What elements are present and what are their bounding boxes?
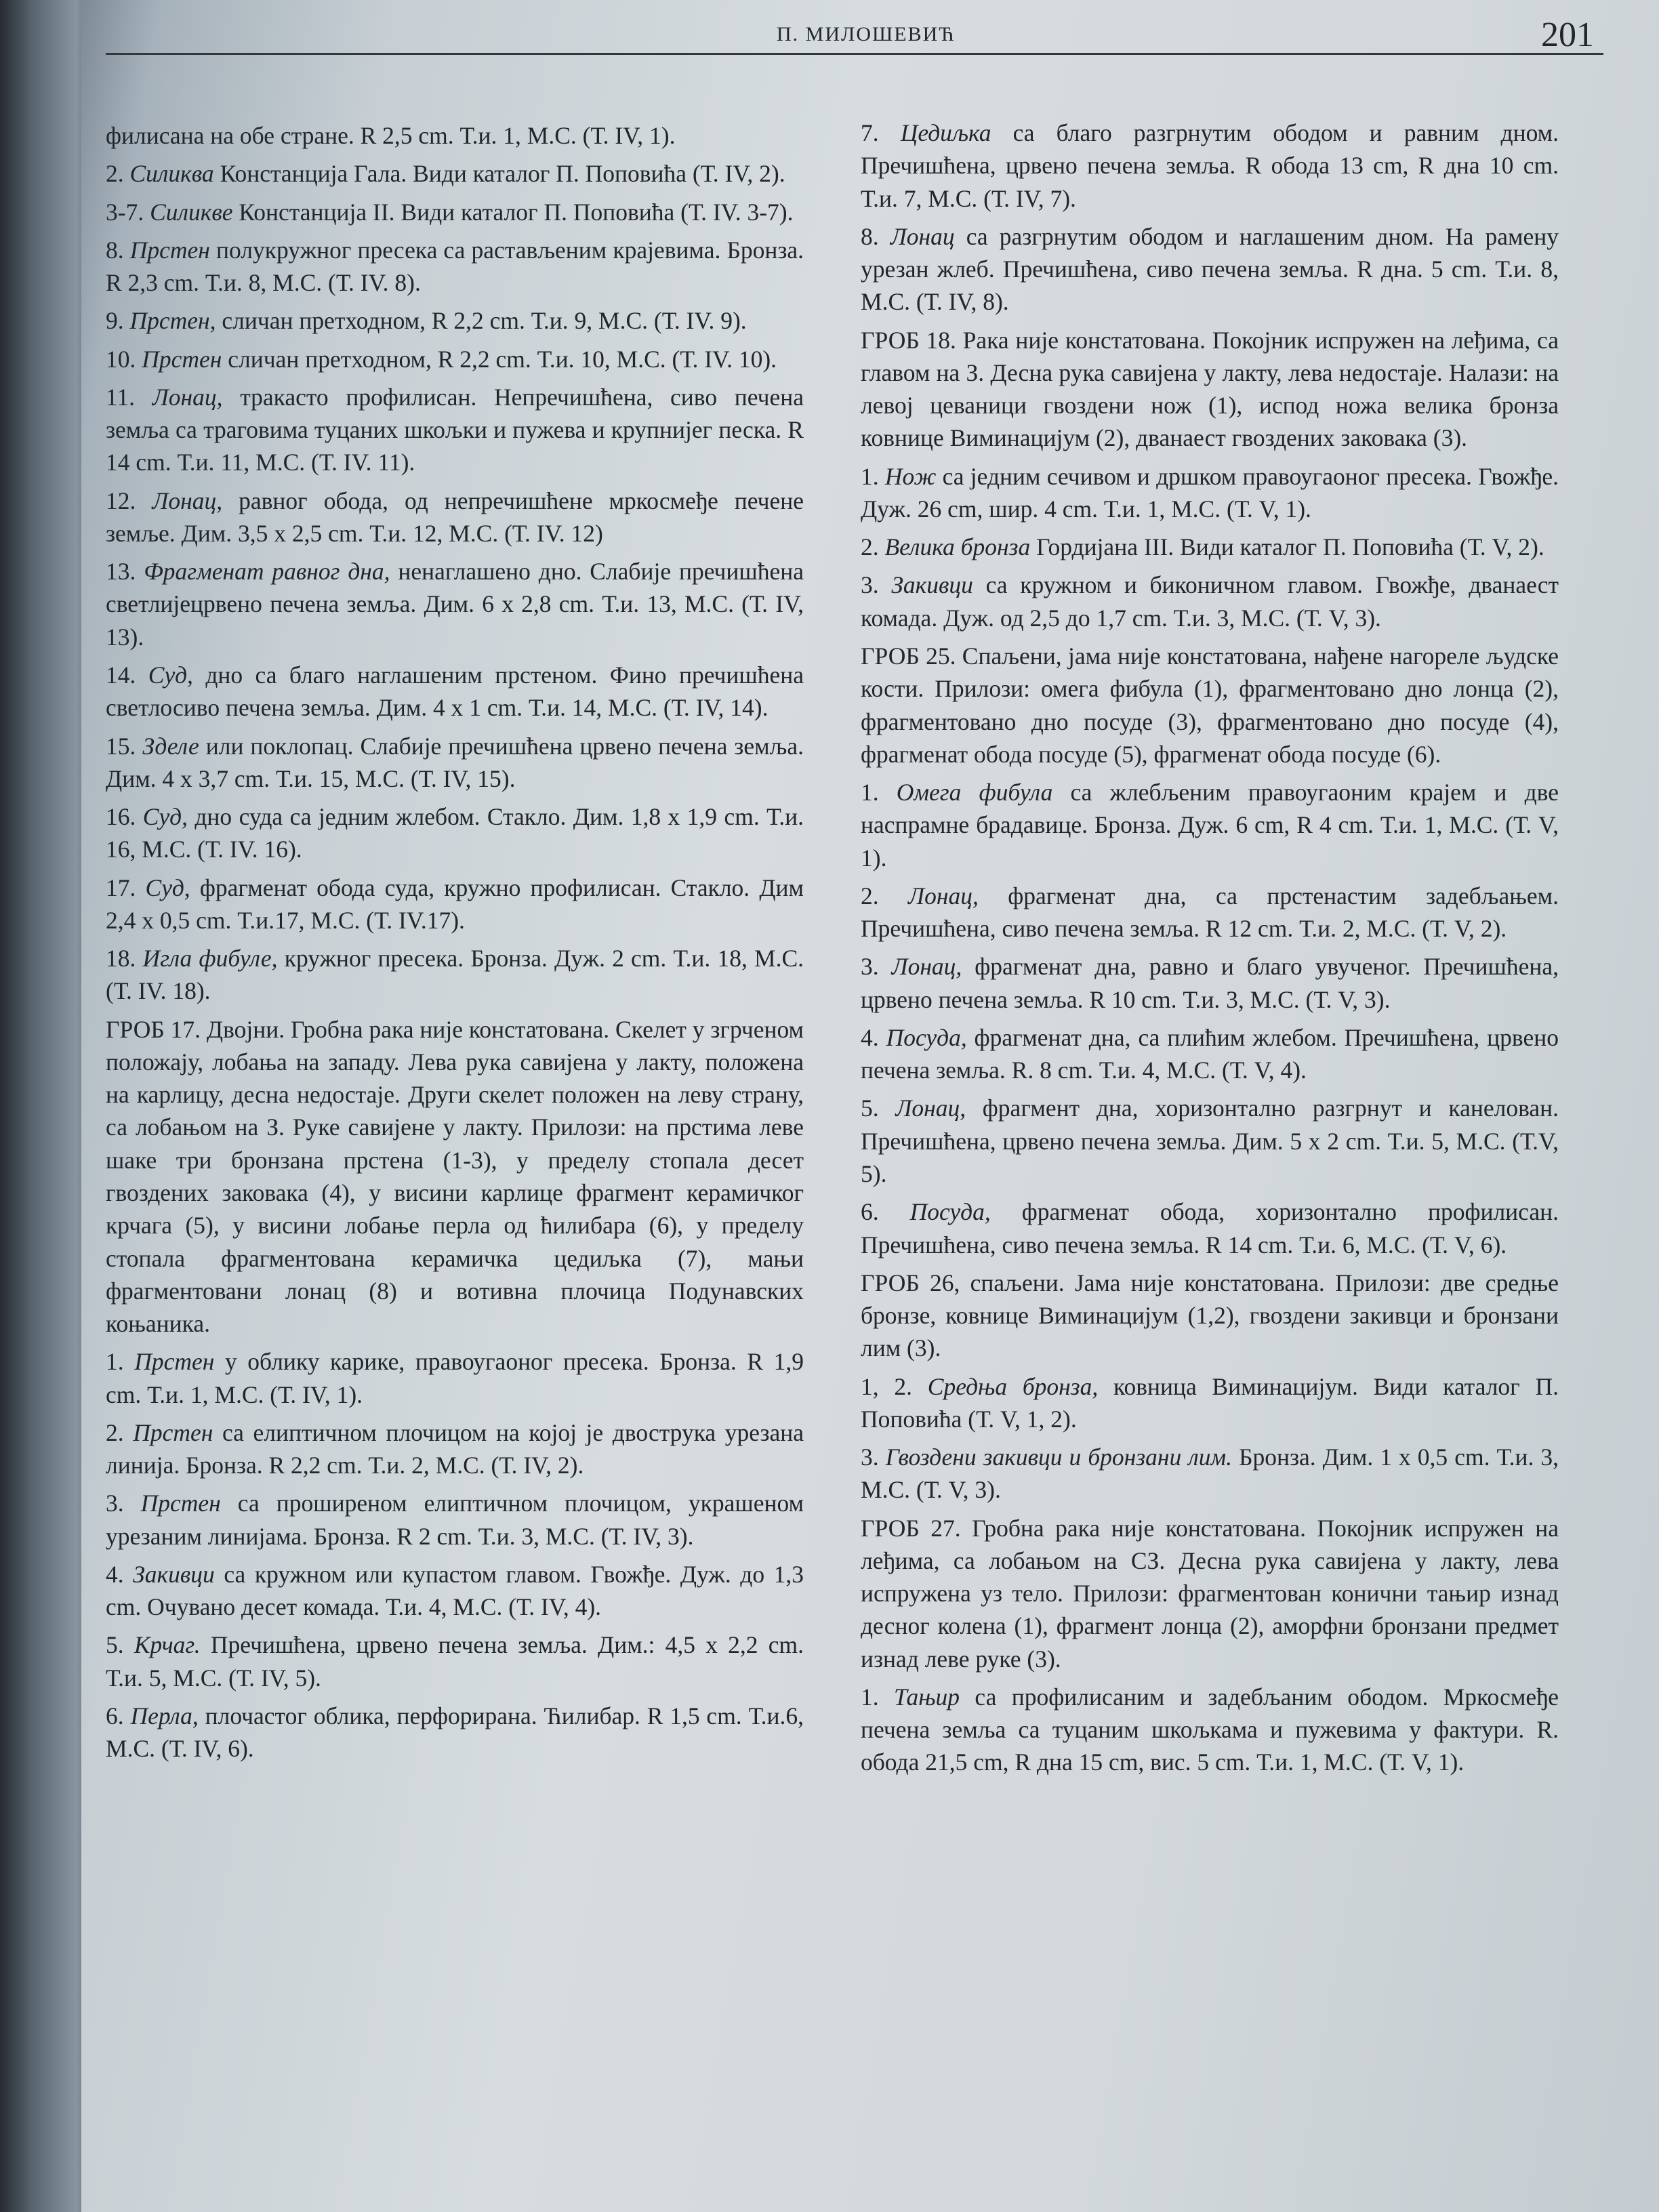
entry-title: Прстен — [129, 236, 210, 264]
entry-number: 15. — [106, 732, 143, 760]
entry-number: 3. — [861, 953, 892, 981]
catalog-entry — [106, 555, 804, 653]
entry-number: 3-7. — [106, 198, 150, 226]
entry-number: 2. — [861, 533, 885, 561]
entry-title: Цедиљка — [900, 119, 991, 146]
entry-title: Гвоздени закивци и бронзани лим. — [885, 1443, 1233, 1471]
catalog-entry — [106, 1629, 804, 1694]
catalog-entry — [106, 872, 804, 937]
entry-number: 6. — [106, 1702, 131, 1729]
entry-number: 10. — [106, 345, 142, 373]
entry-title: Нож — [884, 462, 937, 490]
entry-title: Средња бронза, — [927, 1372, 1099, 1400]
entry-title: Тањир — [894, 1683, 960, 1711]
entry-text: ГРОБ 26, спаљени. Јама није констатована. Прилози: две средње бронзе, ковнице Виминацијум (1,2), гвоздени закивци и бронзани лим (3). — [861, 1269, 1559, 1362]
entry-number: 1. — [106, 1348, 135, 1376]
entry-number: 1. — [861, 1683, 895, 1711]
entry-number: 4. — [861, 1023, 886, 1051]
entry-title: Прстен — [133, 1418, 213, 1446]
entry-number: 16. — [106, 803, 143, 831]
entry-title: Лонац, — [152, 487, 223, 514]
right-column — [861, 117, 1559, 1784]
entry-text: Бронза. Дим. 1 x 0,5 cm. Т.и. 3, М.С. (Т. V, 3). — [861, 1443, 1559, 1504]
entry-text: фрагменат дна, са прстенастим задебљањем. Пречишћена, сиво печена земља. R 12 cm. Т.и. 2, М.С. (Т. V, 2). — [861, 882, 1559, 943]
catalog-entry — [861, 1092, 1559, 1190]
entry-text: фрагменат обода, хоризонтално профилисан. Пречишћена, сиво печена земља. R 14 cm. Т.и. 6, М.С. (Т. V, 6). — [861, 1198, 1559, 1258]
entry-title: Закивци — [891, 571, 973, 599]
entry-text: ненаглашено дно. Слабије пречишћена светлијецрвено печена земља. Дим. 6 x 2,8 cm. Т.и. 13, М.С. (Т. IV, 13). — [106, 558, 804, 651]
catalog-entry — [106, 1345, 804, 1411]
entry-number: 8. — [861, 222, 890, 250]
entry-text: ГРОБ 27. Гробна рака није констатована. Покојник испружен на леђима, са лобањом на СЗ. Десна рука савијена у лакту, лева испружена уз тело. Прилози: фрагментован конични тањир изнад десног колена (1), фрагмент лонца (2), аморфни бронзани предмет изнад леве руке (3). — [861, 1514, 1559, 1673]
grave-description — [861, 640, 1559, 771]
entry-number: 12. — [106, 487, 152, 514]
entry-title: Фрагменат равног дна, — [144, 558, 390, 586]
entry-number: 13. — [106, 558, 144, 586]
grave-description — [861, 1512, 1559, 1675]
entry-number: 11. — [106, 383, 152, 411]
entry-title: Посуда, — [886, 1023, 967, 1051]
entry-number: 1. — [861, 779, 897, 806]
entry-title: Прстен, — [129, 307, 216, 335]
grave-description — [106, 119, 804, 152]
catalog-entry — [106, 800, 804, 866]
entry-text: са разгрнутим ободом и наглашеним дном. На рамену урезан жлеб. Пречишћена, сиво печена земља. R дна. 5 cm. Т.и. 8, М.С. (Т. IV, 8). — [861, 222, 1559, 316]
entry-title: Суд, — [148, 661, 193, 689]
entry-text: или поклопац. Слабије пречишћена црвено печена земља. Дим. 4 x 3,7 cm. Т.и. 15, М.С. (Т. IV, 15). — [106, 732, 804, 792]
catalog-entry — [106, 1487, 804, 1553]
entry-title: Прстен — [140, 1490, 221, 1517]
entry-number: 3. — [861, 1443, 886, 1471]
entry-title: Зделе — [142, 732, 199, 760]
entry-text: са кружном и биконичном главом. Гвожђе, дванаест комада. Дуж. од 2,5 до 1,7 cm. Т.и. 3, М.С. (Т. V, 3). — [861, 571, 1559, 632]
entry-title: Лонац, — [895, 1094, 966, 1122]
catalog-entry — [106, 1558, 804, 1624]
entry-text: са благо разгрнутим ободом и равним дном. Пречишћена, црвено печена земља. R обода 13 cm, R дна 10 cm. Т.и. 7, М.С. (Т. IV, 7). — [861, 119, 1559, 212]
entry-title: Перла, — [130, 1702, 199, 1729]
catalog-entry — [861, 1021, 1559, 1087]
entry-text: фрагменат обода суда, кружно профилисан. Стакло. Дим 2,4 x 0,5 cm. Т.и.17, М.С. (Т. IV.17). — [106, 874, 804, 934]
catalog-entry — [106, 196, 804, 228]
catalog-entry — [106, 485, 804, 550]
catalog-entry — [106, 157, 804, 190]
entry-number: 2. — [861, 882, 909, 909]
entry-number: 17. — [106, 874, 146, 901]
catalog-entry — [861, 117, 1559, 215]
running-head: П. МИЛОШЕВИЋ — [777, 23, 956, 45]
entry-text: дно суда са једним жлебом. Стакло. Дим. 1,8 x 1,9 cm. Т.и. 16, М.С. (Т. IV. 16). — [106, 803, 804, 863]
entry-number: 7. — [861, 119, 901, 146]
entry-number: 9. — [106, 307, 130, 335]
entry-number: 14. — [106, 661, 148, 689]
entry-text: фрагмент дна, хоризонтално разгрнут и канелован. Пречишћена, црвено печена земља. Дим. 5 x 2 cm. Т.и. 5, М.С. (Т.V, 5). — [861, 1094, 1559, 1187]
entry-text: Констанција Гала. Види каталог П. Поповића (Т. IV, 2). — [213, 160, 785, 188]
catalog-entry — [106, 343, 804, 375]
entry-title: Игла фибуле, — [142, 945, 278, 972]
entry-text: са елиптичном плочицом на којој је двострука урезана линија. Бронза. R 2,2 cm. Т.и. 2, М.С. (Т. IV, 2). — [106, 1418, 804, 1479]
entry-title: Велика бронза — [884, 533, 1031, 561]
entry-title: Крчаг. — [134, 1631, 201, 1659]
entry-text: кружног пресека. Бронза. Дуж. 2 cm. Т.и. 18, М.С. (Т. IV. 18). — [106, 945, 804, 1005]
entry-number: 5. — [106, 1631, 134, 1659]
entry-text: Констанција II. Види каталог П. Поповића (Т. IV. 3-7). — [232, 198, 794, 226]
entry-text: фрагменат дна, равно и благо увученог. Пречишћена, црвено печена земља. R 10 cm. Т.и. 3, М.С. (Т. V, 3). — [861, 953, 1559, 1013]
entry-title: Закивци — [133, 1560, 215, 1588]
entry-text: у облику карике, правоугаоног пресека. Бронза. R 1,9 cm. Т.и. 1, М.С. (Т. IV, 1). — [106, 1348, 804, 1408]
catalog-entry — [106, 730, 804, 796]
book-page — [81, 0, 1659, 2212]
catalog-entry — [106, 304, 804, 337]
grave-description — [861, 1267, 1559, 1365]
catalog-entry — [861, 1681, 1559, 1779]
page-number: 201 — [1541, 16, 1594, 54]
entry-text: фрагменат дна, са плићим жлебом. Пречишћена, црвено печена земља. R. 8 cm. Т.и. 4, М.С. (Т. V, 4). — [861, 1023, 1559, 1084]
entry-text: са профилисаним и задебљаним ободом. Мркосмеђе печена земља са туцаним шкољкама и пужевима у фактури. R. обода 21,5 cm, R дна 15 cm, вис. 5 cm. Т.и. 1, М.С. (Т. V, 1). — [861, 1683, 1559, 1776]
left-column — [106, 117, 804, 1770]
entry-title: Суд, — [142, 803, 188, 831]
entry-number: 1. — [861, 462, 885, 490]
entry-title: Прстен — [142, 345, 222, 373]
entry-text: ГРОБ 18. Рака није констатована. Покојник испружен на леђима, са главом на З. Десна рука савијена у лакту, лева недостаје. Налази: на левој цеваници гвоздени нож (1), испод ножа велика бронза ковнице Виминацијум (2), дванаест гвоздених заковака (3). — [861, 326, 1559, 452]
catalog-entry — [861, 220, 1559, 319]
entry-title: Лонац, — [908, 882, 979, 909]
entry-text: са жлебљеним правоугаоним крајем и две наспрамне брадавице. Бронза. Дуж. 6 cm, R 4 cm. Т.и. 1, М.С. (Т. V, 1). — [861, 779, 1559, 872]
grave-description — [106, 1013, 804, 1340]
entry-text: филисана на обе стране. R 2,5 cm. Т.и. 1, М.С. (Т. IV, 1). — [106, 122, 676, 149]
entry-text: ГРОБ 17. Двојни. Гробна рака није констатована. Скелет у згрченом положају, лобања на западу. Лева рука савијена у лакту, положена на карлицу, десна недостаје. Други скелет положен на леву страну, са лобањом на З. Руке савијене у лакту. Прилози: на прстима леве шаке три бронзана прстена (1-3), у пределу стопала десет гвоздених заковака (4), у висини карлице фрагмент керамичког крчага (5), у висини лобање перла од ћилибара (6), у пределу стопала фрагментована керамичка цедиљка (7), мањи фрагментовани лонац (8) и вотивна плочица Подунавских коњаника. — [106, 1015, 804, 1338]
entry-number: 1, 2. — [861, 1372, 928, 1400]
entry-title: Лонац, — [891, 953, 962, 981]
entry-number: 2. — [106, 160, 130, 188]
entry-title: Силиква — [129, 160, 214, 188]
entry-text: плочастог облика, перфорирана. Ћилибар. R 1,5 cm. Т.и.6, М.С. (Т. IV, 6). — [106, 1702, 804, 1763]
entry-number: 2. — [106, 1418, 134, 1446]
entry-number: 8. — [106, 236, 130, 264]
entry-title: Суд, — [145, 874, 190, 901]
catalog-entry — [861, 776, 1559, 874]
entry-text: ковница Виминацијум. Види каталог П. Поповића (Т. V, 1, 2). — [861, 1372, 1559, 1433]
catalog-entry — [861, 1370, 1559, 1436]
entry-title: Омега фибула — [896, 779, 1053, 806]
entry-number: 18. — [106, 945, 143, 972]
entry-number: 3. — [861, 571, 892, 599]
entry-text: сличан претходном, R 2,2 cm. Т.и. 9, М.С. (Т. IV. 9). — [216, 307, 747, 335]
page-header — [106, 12, 1603, 55]
entry-number: 6. — [861, 1198, 910, 1226]
catalog-entry — [106, 942, 804, 1008]
entry-title: Посуда, — [909, 1198, 991, 1226]
catalog-entry — [861, 880, 1559, 945]
catalog-entry — [106, 659, 804, 724]
grave-description — [861, 324, 1559, 455]
entry-title: Силикве — [150, 198, 233, 226]
catalog-entry — [106, 234, 804, 300]
entry-text: Гордијана III. Види каталог П. Поповића (Т. V, 2). — [1030, 533, 1544, 561]
entry-text: Пречишћена, црвено печена земља. Дим.: 4,5 x 2,2 cm. Т.и. 5, М.С. (Т. IV, 5). — [106, 1631, 804, 1692]
entry-text: полукружног пресека са растављеним крајевима. Бронза. R 2,3 cm. Т.и. 8, М.С. (Т. IV. 8). — [106, 236, 804, 297]
entry-title: Лонац — [890, 222, 955, 250]
catalog-entry — [861, 1195, 1559, 1261]
entry-text: равног обода, од непречишћене мркосмеђе печене земље. Дим. 3,5 x 2,5 cm. Т.и. 12, М.С. (Т. IV. 12) — [106, 487, 804, 547]
entry-title: Лонац, — [152, 383, 223, 411]
entry-text: са кружном или купастом главом. Гвожђе. Дуж. до 1,3 cm. Очувано десет комада. Т.и. 4, М.С. (Т. IV, 4). — [106, 1560, 804, 1621]
entry-number: 3. — [106, 1490, 141, 1517]
entry-text: сличан претходном, R 2,2 cm. Т.и. 10, М.С. (Т. IV. 10). — [222, 345, 777, 373]
catalog-entry — [106, 1416, 804, 1482]
catalog-entry — [861, 531, 1559, 563]
entry-number: 5. — [861, 1094, 896, 1122]
entry-text: дно са благо наглашеним прстеном. Фино пречишћена светлосиво печена земља. Дим. 4 x 1 cm. Т.и. 14, М.С. (Т. IV, 14). — [106, 661, 804, 722]
entry-text: са једним сечивом и дршком правоугаоног пресека. Гвожђе. Дуж. 26 cm, шир. 4 cm. Т.и. 1, М.С. (Т. V, 1). — [861, 462, 1559, 523]
entry-text: са проширеном елиптичном плочицом, украшеном урезаним линијама. Бронза. R 2 cm. Т.и. 3, М.С. (Т. IV, 3). — [106, 1490, 804, 1550]
catalog-entry — [106, 381, 804, 479]
entry-title: Прстен — [134, 1348, 215, 1376]
catalog-entry — [861, 569, 1559, 634]
entry-number: 4. — [106, 1560, 134, 1588]
entry-text: тракасто профилисан. Непречишћена, сиво печена земља са траговима туцаних шкољки и пужева и крупнијег песка. R 14 cm. Т.и. 11, М.С. (Т. IV. 11). — [106, 383, 804, 476]
catalog-entry — [106, 1700, 804, 1765]
catalog-entry — [861, 1441, 1559, 1507]
entry-text: ГРОБ 25. Спаљени, јама није констатована, нађене нагореле људске кости. Прилози: омега фибула (1), фрагментовано дно лонца (2), фрагментовано дно посуде (3), фрагментовано дно посуде (4), фрагменат обода посуде (5), фрагменат обода посуде (6). — [861, 642, 1559, 768]
catalog-entry — [861, 950, 1559, 1016]
catalog-entry — [861, 460, 1559, 526]
